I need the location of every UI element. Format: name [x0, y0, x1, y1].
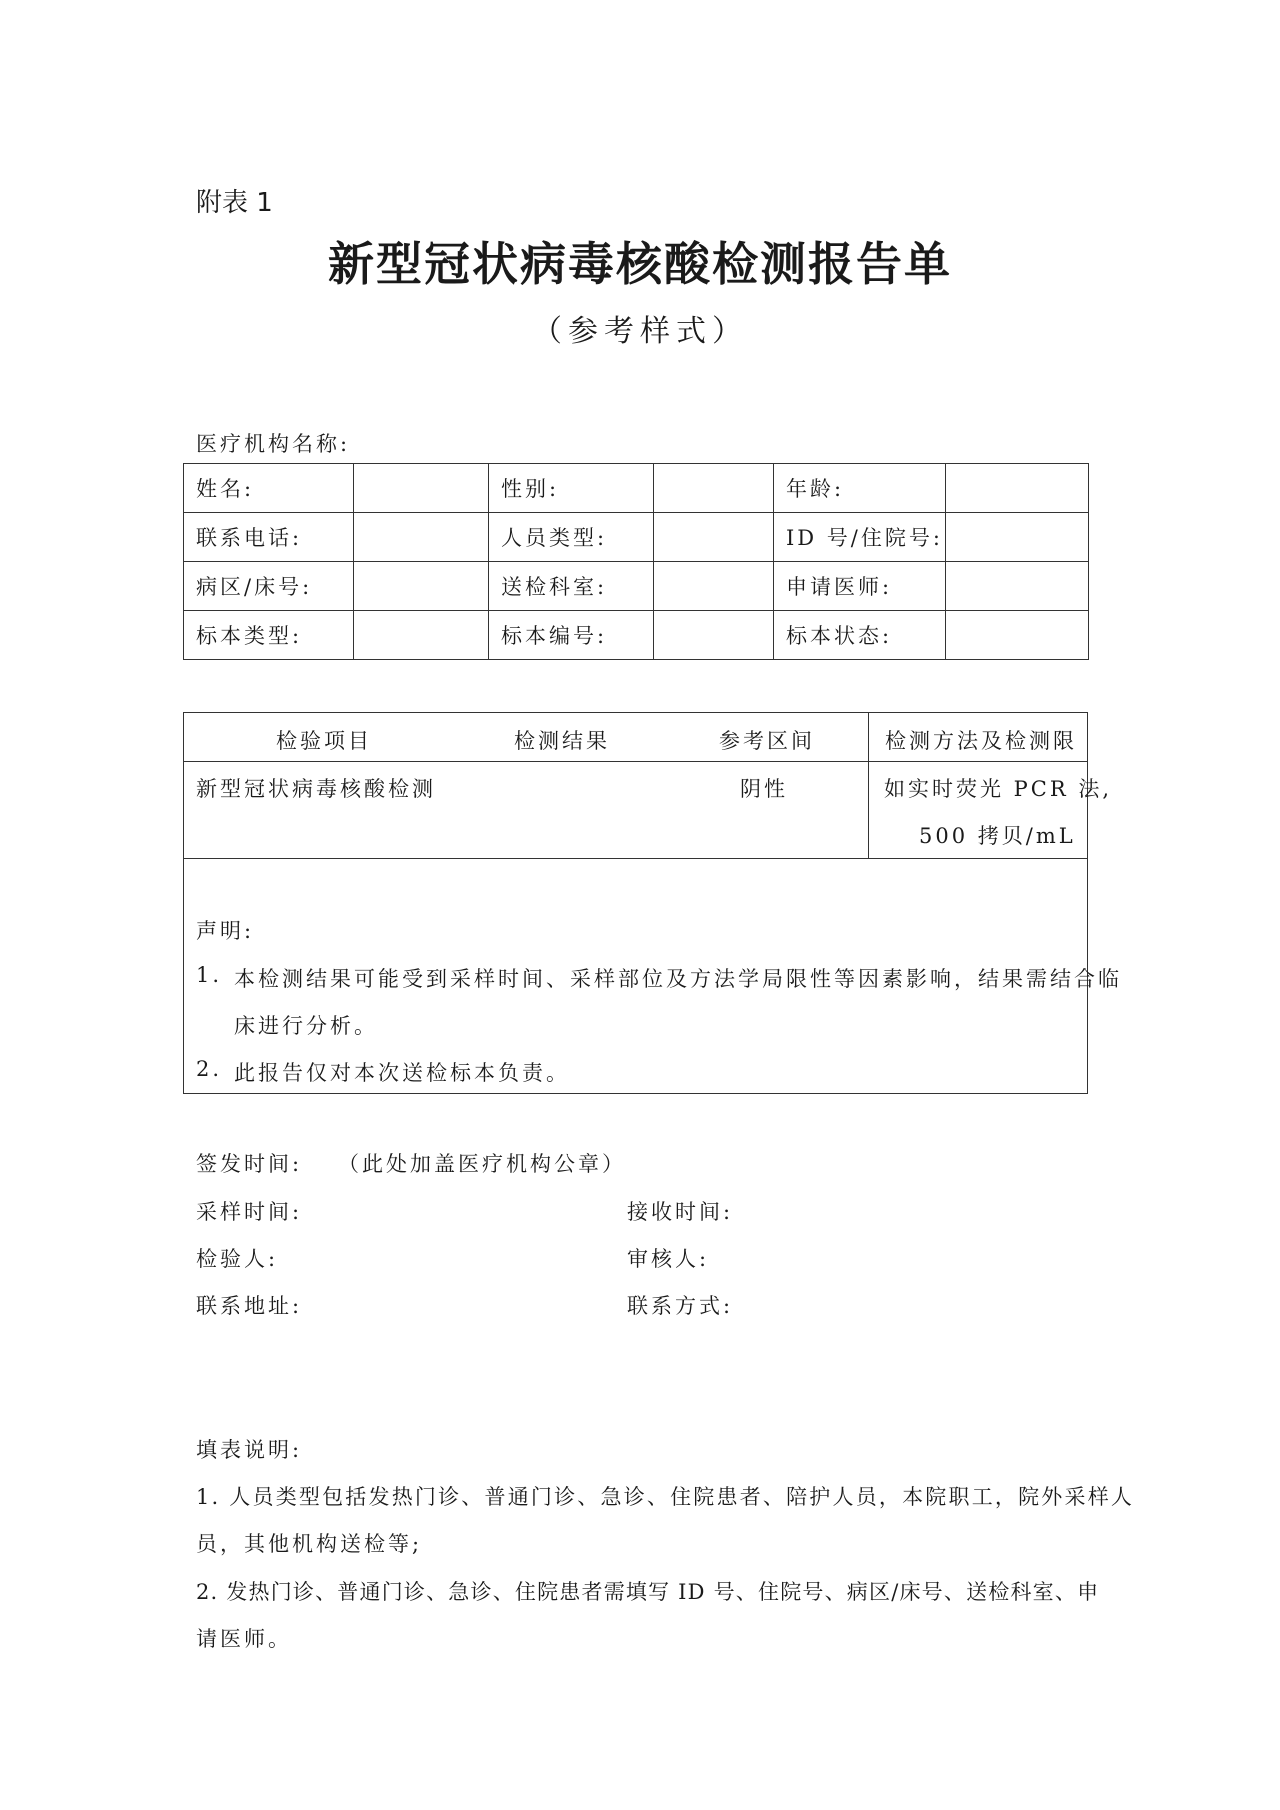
statement-label: 声明: [196, 919, 255, 943]
specimen-status-field[interactable] [946, 611, 1089, 660]
contact-label: 联系方式: [627, 1294, 734, 1318]
table-row [184, 562, 1089, 611]
specimen-type-field[interactable] [354, 611, 489, 660]
issue-time-label: 签发时间: [196, 1152, 303, 1176]
appendix-label: 附表 1 [196, 188, 273, 218]
age-field[interactable] [946, 464, 1089, 513]
receive-time-label: 接收时间: [627, 1200, 734, 1224]
page-subtitle: （参考样式） [532, 314, 748, 349]
header-method: 检测方法及检测限 [885, 729, 1077, 753]
department-field[interactable] [654, 562, 774, 611]
table-row [184, 513, 1089, 562]
specimen-type-label: 标本类型: [184, 611, 354, 660]
notes-label: 填表说明: [196, 1438, 303, 1462]
inspector-label: 检验人: [196, 1247, 279, 1271]
person-type-label: 人员类型: [489, 513, 654, 562]
divider [184, 761, 1087, 762]
specimen-number-label: 标本编号: [489, 611, 654, 660]
header-test-item: 检验项目 [276, 729, 372, 753]
institution-name-label: 医疗机构名称: [196, 432, 351, 456]
note-1: 1. 人员类型包括发热门诊、普通门诊、急诊、住院患者、陪护人员，本院职工，院外采样人 [196, 1485, 1135, 1509]
table-row [184, 611, 1089, 660]
results-table [183, 712, 1122, 1094]
person-type-field[interactable] [654, 513, 774, 562]
statement-item-2-number: 2. [196, 1057, 223, 1081]
id-number-label: ID 号/住院号: [774, 513, 946, 562]
id-number-field[interactable] [946, 513, 1089, 562]
ward-bed-field[interactable] [354, 562, 489, 611]
name-label: 姓名: [184, 464, 354, 513]
divider [868, 713, 869, 858]
gender-field[interactable] [654, 464, 774, 513]
age-label: 年龄: [774, 464, 946, 513]
statement-item-1-cont: 床进行分析。 [234, 1014, 378, 1038]
statement-item-1: 本检测结果可能受到采样时间、采样部位及方法学局限性等因素影响，结果需结合临 [234, 967, 1122, 991]
department-label: 送检科室: [489, 562, 654, 611]
physician-label: 申请医师: [774, 562, 946, 611]
sampling-time-label: 采样时间: [196, 1200, 303, 1224]
test-item-name: 新型冠状病毒核酸检测 [196, 777, 436, 801]
seal-note: （此处加盖医疗机构公章） [338, 1152, 626, 1176]
phone-label: 联系电话: [184, 513, 354, 562]
header-reference-range: 参考区间 [719, 729, 815, 753]
phone-field[interactable] [354, 513, 489, 562]
header-test-result: 检测结果 [514, 729, 610, 753]
address-label: 联系地址: [196, 1294, 303, 1318]
specimen-number-field[interactable] [654, 611, 774, 660]
patient-info-table [183, 463, 1089, 660]
ward-bed-label: 病区/床号: [184, 562, 354, 611]
method-line-1: 如实时荧光 PCR 法, [884, 777, 1113, 801]
page-title: 新型冠状病毒核酸检测报告单 [328, 237, 952, 291]
statement-item-2: 此报告仅对本次送检标本负责。 [234, 1061, 570, 1085]
gender-label: 性别: [489, 464, 654, 513]
reviewer-label: 审核人: [627, 1247, 710, 1271]
table-row [184, 464, 1089, 513]
divider [184, 858, 1087, 859]
name-field[interactable] [354, 464, 489, 513]
note-2-cont: 请医师。 [196, 1627, 292, 1651]
specimen-status-label: 标本状态: [774, 611, 946, 660]
method-line-2: 500 拷贝/mL [919, 824, 1076, 848]
physician-field[interactable] [946, 562, 1089, 611]
statement-item-1-number: 1. [196, 963, 223, 987]
reference-value: 阴性 [740, 777, 788, 801]
note-2: 2. 发热门诊、普通门诊、急诊、住院患者需填写 ID 号、住院号、病区/床号、送检科室、申 [196, 1580, 1100, 1604]
note-1-cont: 员，其他机构送检等; [196, 1532, 423, 1556]
